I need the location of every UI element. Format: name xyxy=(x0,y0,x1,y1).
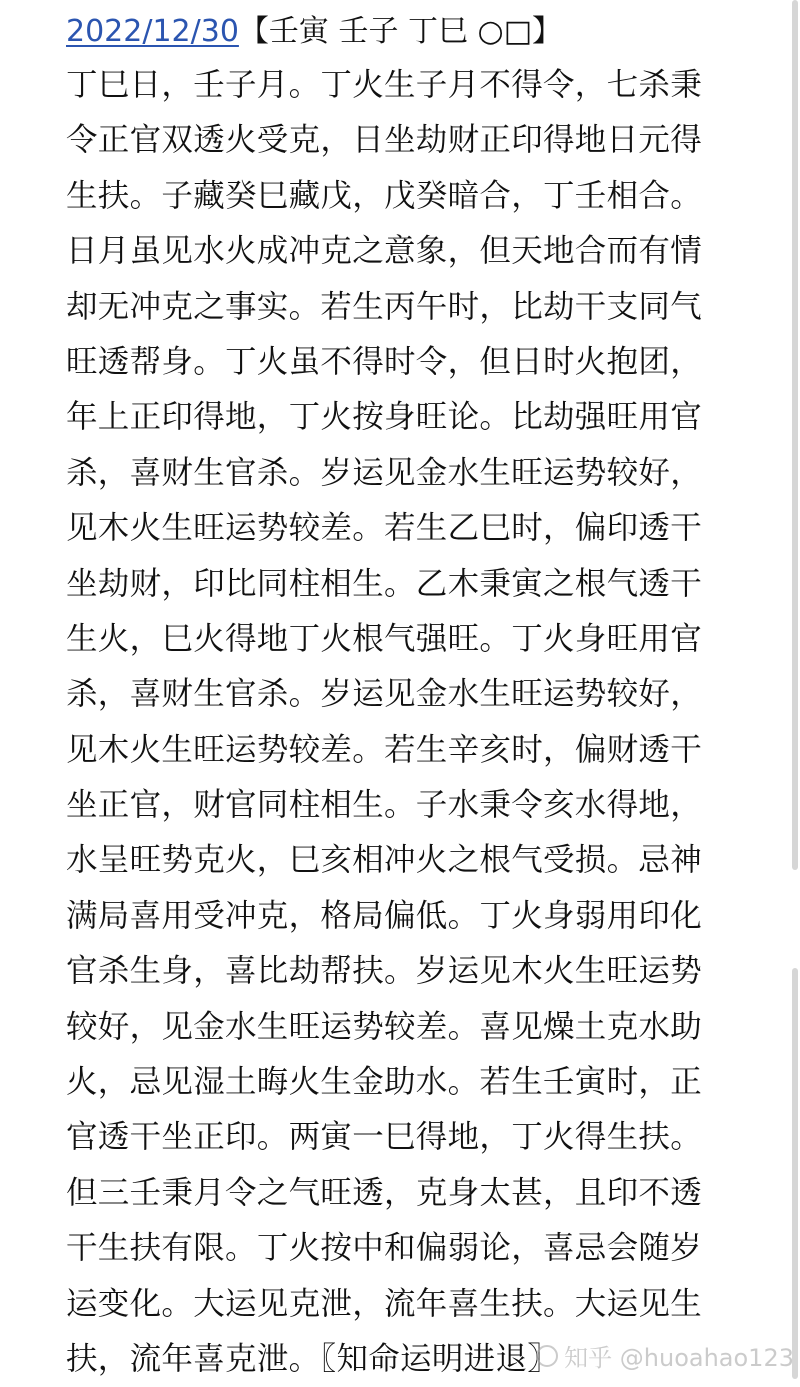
text-line: 却无冲克之事实。若生丙午时，比劫干支同气 xyxy=(66,288,703,325)
text-line: 坐劫财，印比同柱相生。乙木秉寅之根气透干 xyxy=(66,565,703,602)
text-line: 令正官双透火受克，日坐劫财正印得地日元得 xyxy=(66,122,703,159)
text-line: 丁巳日，壬子月。丁火生子月不得令，七杀秉 xyxy=(66,67,703,103)
text-line: 见木火生旺运势较差。若生辛亥时，偏财透干 xyxy=(66,731,703,768)
text-line: 但三壬秉月令之气旺透，克身太甚，且印不透 xyxy=(66,1174,703,1211)
text-line: 年上正印得地，丁火按身旺论。比劫强旺用官 xyxy=(66,399,703,436)
text-line: 见木火生旺运势较差。若生乙巳时，偏印透干 xyxy=(66,510,703,547)
text-line: 生扶。子藏癸巳藏戊，戊癸暗合，丁壬相合。 xyxy=(66,177,703,214)
text-line: 较好，见金水生旺运势较差。喜见燥土克水助 xyxy=(66,1008,703,1045)
text-line: 运变化。大运见克泄，流年喜生扶。大运见生 xyxy=(66,1285,703,1322)
date-link[interactable]: 2022/12/30 xyxy=(66,14,239,49)
pillars-label: 【壬寅 壬子 丁巳 ○□】 xyxy=(238,14,563,49)
text-line: 旺透帮身。丁火虽不得时令，但日时火抱团， xyxy=(66,343,703,380)
scrollbar-thumb-secondary[interactable] xyxy=(792,968,798,1379)
text-line: 官杀生身，喜比劫帮扶。岁运见木火生旺运势 xyxy=(66,953,703,990)
text-line: 干生扶有限。丁火按中和偏弱论，喜忌会随岁 xyxy=(66,1230,703,1267)
body-text xyxy=(66,58,756,1387)
text-line: 火，忌见湿土晦火生金助水。若生壬寅时，正 xyxy=(66,1064,703,1101)
text-line: 水呈旺势克火，巳亥相冲火之根气受损。忌神 xyxy=(66,842,703,879)
text-line: 坐正官，财官同柱相生。子水秉令亥水得地， xyxy=(66,787,703,824)
article xyxy=(66,8,756,1387)
post-header xyxy=(66,8,756,56)
text-line: 扶，流年喜克泄。〖知命运明进退〗 xyxy=(66,1340,560,1377)
text-line: 生火，巳火得地丁火根气强旺。丁火身旺用官 xyxy=(66,620,703,657)
text-line: 杀，喜财生官杀。岁运见金水生旺运势较好， xyxy=(66,454,703,491)
zhihu-logo-icon xyxy=(536,1345,558,1367)
text-line: 杀，喜财生官杀。岁运见金水生旺运势较好， xyxy=(66,676,703,713)
watermark-text: 知乎 @huoahao123 xyxy=(564,1344,794,1372)
text-line: 日月虽见水火成冲克之意象，但天地合而有情 xyxy=(66,233,703,270)
text-line: 满局喜用受冲克，格局偏低。丁火身弱用印化 xyxy=(66,897,703,934)
watermark xyxy=(536,1338,794,1373)
scrollbar-thumb[interactable] xyxy=(792,0,798,870)
text-line: 官透干坐正印。两寅一巳得地，丁火得生扶。 xyxy=(66,1119,703,1156)
